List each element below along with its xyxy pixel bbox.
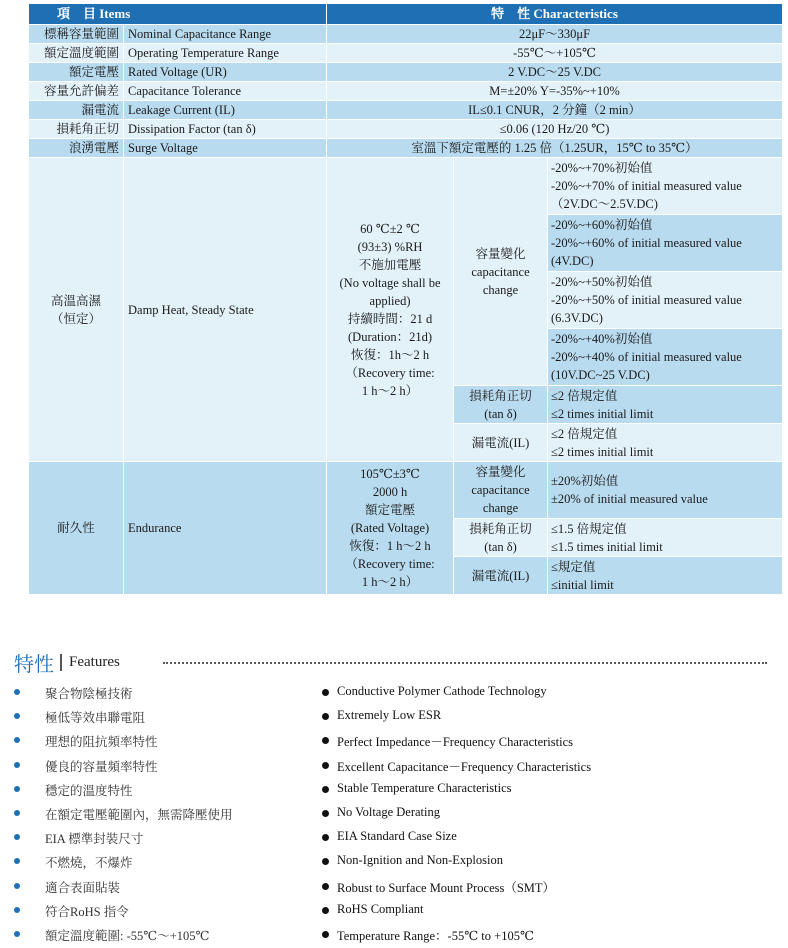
- feature-en: Excellent Capacitance－Frequency Characteristics: [337, 759, 592, 774]
- item-value: M=±20% Y=-35%~+10%: [327, 82, 783, 101]
- feature-en: RoHS Compliant: [337, 901, 424, 916]
- item-label-en: Dissipation Factor (tan δ): [124, 120, 327, 139]
- bullet-icon: [14, 883, 20, 889]
- specifications-table: [28, 3, 783, 595]
- bullet-icon: [14, 858, 20, 864]
- bullet-icon: [322, 786, 329, 793]
- endurance-leak-label: 漏電流(IL): [454, 557, 548, 595]
- table-header-row: [29, 4, 783, 25]
- endurance-label-en: Endurance: [124, 462, 327, 595]
- bullet-icon: [322, 907, 329, 914]
- item-label-cn: 漏電流: [29, 101, 124, 120]
- damp-heat-label-en: Damp Heat, Steady State: [124, 158, 327, 462]
- list-item: [0, 803, 788, 827]
- feature-cn: 符合RoHS 指令: [45, 904, 129, 919]
- damp-cap-change-label: 容量變化 capacitance change: [454, 158, 548, 386]
- table-row: [29, 101, 783, 120]
- endurance-cap-change-label: 容量變化 capacitance change: [454, 462, 548, 519]
- damp-cap-limit: -20%~+70%初始值 -20%~+70% of initial measured value （2V.DC～2.5V.DC): [548, 158, 783, 215]
- feature-en: Conductive Polymer Cathode Technology: [337, 684, 547, 698]
- feature-en: Temperature Range：-55℃ to +105℃: [337, 928, 534, 943]
- endurance-cap-limit: ±20%初始值 ±20% of initial measured value: [548, 462, 783, 519]
- item-label-cn: 損耗角正切: [29, 120, 124, 139]
- damp-cap-limit: -20%~+50%初始值 -20%~+50% of initial measured value (6.3V.DC): [548, 272, 783, 329]
- table-row: [29, 462, 783, 519]
- feature-en: Stable Temperature Characteristics: [337, 780, 512, 795]
- feature-cn: 額定溫度範圍: -55℃～+105℃: [45, 928, 210, 943]
- item-label-cn: 浪湧電壓: [29, 139, 124, 158]
- features-title-cn: 特性: [14, 652, 54, 676]
- damp-cap-limit: -20%~+40%初始值 -20%~+40% of initial measured value (10V.DC~25 V.DC): [548, 329, 783, 386]
- item-label-en: Rated Voltage (UR): [124, 63, 327, 82]
- item-label-en: Capacitance Tolerance: [124, 82, 327, 101]
- item-label-en: Leakage Current (IL): [124, 101, 327, 120]
- item-value: ≤0.06 (120 Hz/20 ℃): [327, 120, 783, 139]
- bullet-icon: [322, 737, 329, 744]
- list-item: [0, 682, 788, 706]
- feature-cn: EIA 標準封裝尺寸: [45, 832, 144, 847]
- feature-cn: 極低等效串聯電阻: [45, 711, 146, 726]
- feature-cn: 優良的容量頻率特性: [45, 759, 158, 774]
- damp-cap-limit: -20%~+60%初始值 -20%~+60% of initial measured value (4V.DC): [548, 215, 783, 272]
- bullet-icon: [322, 931, 329, 938]
- feature-cn: 穩定的溫度特性: [45, 783, 133, 798]
- features-list: [0, 682, 788, 948]
- table-row: [29, 158, 783, 215]
- header-characteristics: 特 性 Characteristics: [327, 4, 783, 25]
- bullet-icon: [322, 858, 329, 865]
- list-item: [0, 755, 788, 779]
- feature-cn: 在額定電壓範圍內，無需降壓使用: [45, 807, 233, 822]
- damp-leak-label: 漏電流(IL): [454, 424, 548, 462]
- damp-leak-limit: ≤2 倍規定值 ≤2 times initial limit: [548, 424, 783, 462]
- bullet-icon: [322, 689, 329, 696]
- bullet-icon: [322, 810, 329, 817]
- table-row: [29, 120, 783, 139]
- list-item: [0, 706, 788, 730]
- bullet-icon: [14, 931, 20, 937]
- item-label-en: Surge Voltage: [124, 139, 327, 158]
- list-item: [0, 876, 788, 900]
- feature-en: Extremely Low ESR: [337, 708, 442, 723]
- bullet-icon: [14, 737, 20, 743]
- bullet-icon: [322, 883, 329, 890]
- header-items: 項 目 Items: [29, 4, 327, 25]
- table-row: [29, 139, 783, 158]
- damp-heat-conditions: 60 ℃±2 ℃ (93±3) %RH 不施加電壓 (No voltage shall be applied) 持續時間：21 d (Duration：21d) 恢復：1h～2 h （Recovery time: 1 h～2 h）: [327, 158, 454, 462]
- bullet-icon: [14, 907, 20, 913]
- table-row: [29, 82, 783, 101]
- item-label-cn: 標稱容量範圍: [29, 25, 124, 44]
- bullet-icon: [14, 762, 20, 768]
- endurance-label-cn: 耐久性: [29, 462, 124, 595]
- damp-tan-limit: ≤2 倍規定值 ≤2 times initial limit: [548, 386, 783, 424]
- endurance-leak-limit: ≤規定值 ≤initial limit: [548, 557, 783, 595]
- damp-heat-label-cn: 高溫高濕 （恒定）: [29, 158, 124, 462]
- bullet-icon: [14, 786, 20, 792]
- bullet-icon: [322, 762, 329, 769]
- feature-cn: 聚合物陰極技術: [45, 687, 133, 701]
- feature-en: Non-Ignition and Non-Explosion: [337, 853, 503, 868]
- list-item: [0, 924, 788, 948]
- list-item: [0, 827, 788, 851]
- endurance-tan-limit: ≤1.5 倍規定值 ≤1.5 times initial limit: [548, 519, 783, 557]
- endurance-conditions: 105℃±3℃ 2000 h 額定電壓 (Rated Voltage) 恢復：1 h～2 h （Recovery time: 1 h～2 h）: [327, 462, 454, 595]
- item-label-cn: 容量允許偏差: [29, 82, 124, 101]
- item-label-cn: 額定溫度範圍: [29, 44, 124, 63]
- table-row: [29, 25, 783, 44]
- list-item: [0, 730, 788, 754]
- endurance-tan-label: 損耗角正切 (tan δ): [454, 519, 548, 557]
- feature-en: Robust to Surface Mount Process（SMT）: [337, 880, 556, 895]
- item-value: -55℃～+105℃: [327, 44, 783, 63]
- bullet-icon: [14, 810, 20, 816]
- bullet-icon: [14, 834, 20, 840]
- table-row: [29, 44, 783, 63]
- features-heading: [14, 648, 120, 676]
- item-label-en: Operating Temperature Range: [124, 44, 327, 63]
- item-value: IL≤0.1 CNUR，2 分鐘（2 min）: [327, 101, 783, 120]
- item-value: 22μF～330μF: [327, 25, 783, 44]
- item-value: 2 V.DC～25 V.DC: [327, 63, 783, 82]
- feature-en: No Voltage Derating: [337, 804, 440, 819]
- table-row: [29, 63, 783, 82]
- feature-en: Perfect Impedance－Frequency Characteristics: [337, 735, 574, 750]
- damp-tan-label: 損耗角正切 (tan δ): [454, 386, 548, 424]
- feature-cn: 不燃燒，不爆炸: [45, 856, 133, 871]
- bullet-icon: [322, 713, 329, 720]
- item-value: 室溫下額定電壓的 1.25 倍（1.25UR，15℃ to 35℃）: [327, 139, 783, 158]
- list-item: [0, 851, 788, 875]
- list-item: [0, 900, 788, 924]
- dotted-rule: [163, 662, 767, 664]
- title-divider: [60, 654, 62, 671]
- bullet-icon: [322, 834, 329, 841]
- bullet-icon: [14, 713, 20, 719]
- item-label-cn: 額定電壓: [29, 63, 124, 82]
- item-label-en: Nominal Capacitance Range: [124, 25, 327, 44]
- features-title-en: Features: [69, 654, 120, 670]
- feature-cn: 適合表面貼裝: [45, 880, 121, 895]
- bullet-icon: [14, 689, 20, 695]
- list-item: [0, 779, 788, 803]
- feature-cn: 理想的阻抗頻率特性: [45, 735, 158, 750]
- feature-en: EIA Standard Case Size: [337, 829, 457, 844]
